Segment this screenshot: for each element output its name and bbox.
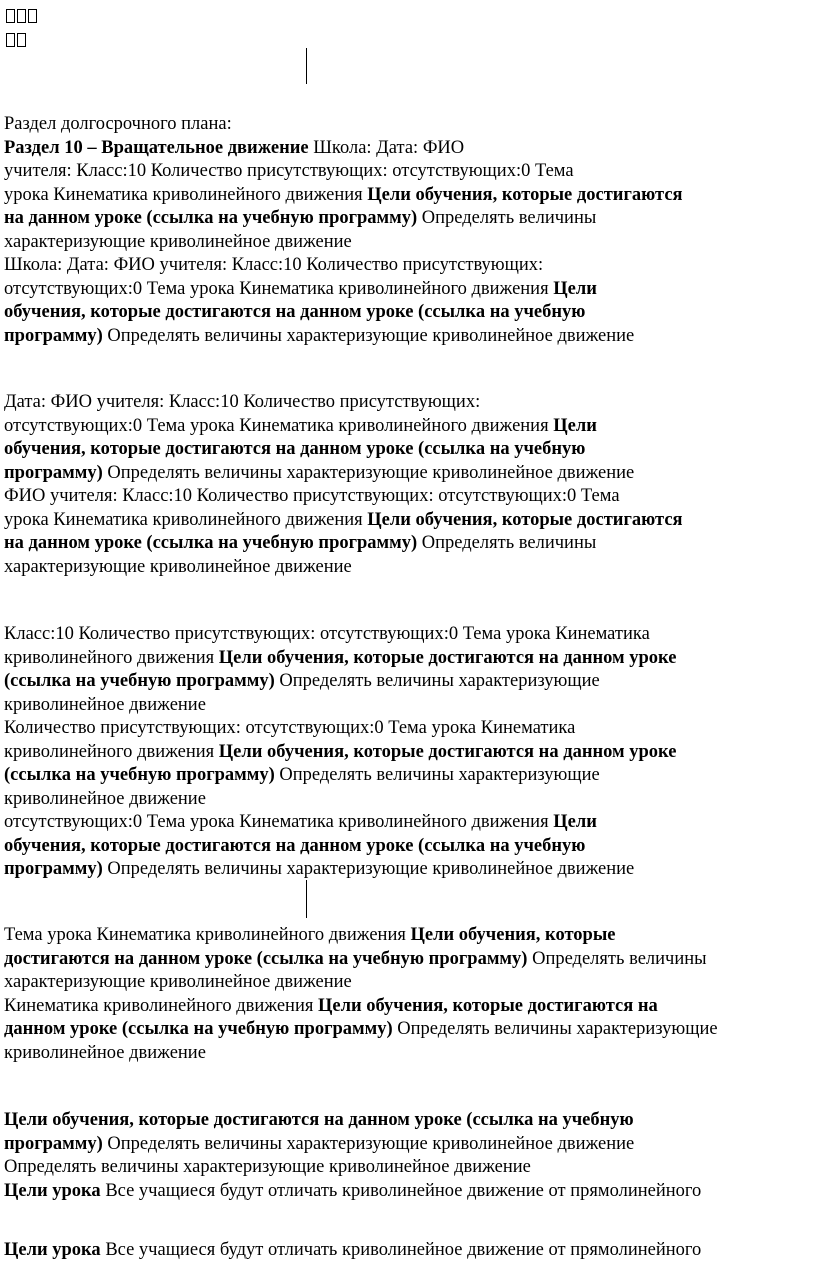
text-line: характеризующие криволинейное движение — [4, 231, 352, 252]
text-line: на данном уроке (ссылка на учебную программу) Определять величины — [4, 208, 597, 228]
text-line: обучения, которые достигаются на данном уроке (ссылка на учебную — [4, 302, 586, 322]
text-line: Цели обучения, которые достигаются на данном уроке (ссылка на учебную — [4, 1110, 634, 1130]
placeholder-glyph-icon — [17, 9, 26, 23]
text-line: отсутствующих:0 Тема урока Кинематика криволинейного движения Цели — [4, 415, 597, 436]
text-line: Дата: ФИО учителя: Класс:10 Количество присутствующих: — [4, 392, 481, 412]
text-line: Кинематика криволинейного движения Цели обучения, которые достигаются на — [4, 995, 658, 1016]
text-line: Класс:10 Количество присутствующих: отсутствующих:0 Тема урока Кинематика — [4, 624, 650, 644]
text-line: Определять величины характеризующие криволинейное движение — [4, 1157, 531, 1177]
text-line: криволинейного движения Цели обучения, которые достигаются на данном уроке — [4, 647, 677, 668]
text-line: (ссылка на учебную программу) Определять величины характеризующие — [4, 765, 600, 785]
text-block — [4, 1109, 814, 1203]
text-line: обучения, которые достигаются на данном уроке (ссылка на учебную — [4, 439, 586, 459]
text-line: программу) Определять величины характеризующие криволинейное движение — [4, 462, 635, 483]
text-line: обучения, которые достигаются на данном уроке (ссылка на учебную — [4, 835, 586, 856]
text-line: Раздел долгосрочного плана: — [4, 114, 232, 134]
text-block — [4, 1239, 814, 1263]
text-line: Раздел 10 – Вращательное движение Школа: Дата: ФИО — [4, 137, 465, 158]
text-line: Школа: Дата: ФИО учителя: Класс:10 Количество присутствующих: — [4, 255, 544, 275]
divider-line — [306, 48, 307, 84]
symbol-glyph-row — [5, 30, 27, 54]
text-line: программу) Определять величины характеризующие криволинейное движение — [4, 325, 635, 346]
text-line: Тема урока Кинематика криволинейного движения Цели обучения, которые — [4, 925, 616, 945]
text-line: урока Кинематика криволинейного движения Цели обучения, которые достигаются — [4, 509, 683, 530]
text-line: криволинейное движение — [4, 1042, 206, 1063]
placeholder-glyph-icon — [6, 33, 15, 47]
text-line: Цели урока Все учащиеся будут отличать криволинейное движение от прямолинейного — [4, 1180, 702, 1201]
text-line: достигаются на данном уроке (ссылка на учебную программу) Определять величины — [4, 948, 707, 969]
symbol-glyph-row — [5, 6, 38, 30]
text-line: (ссылка на учебную программу) Определять величины характеризующие — [4, 671, 600, 691]
divider-line — [306, 880, 307, 918]
text-line: отсутствующих:0 Тема урока Кинематика криволинейного движения Цели — [4, 278, 597, 299]
text-line: криволинейное движение — [4, 788, 206, 809]
text-line: урока Кинематика криволинейного движения Цели обучения, которые достигаются — [4, 184, 683, 205]
text-block — [4, 113, 814, 348]
text-line: данном уроке (ссылка на учебную программу) Определять величины характеризующие — [4, 1019, 718, 1039]
placeholder-glyph-icon — [6, 9, 15, 23]
text-line: ФИО учителя: Класс:10 Количество присутствующих: отсутствующих:0 Тема — [4, 486, 620, 506]
text-line: отсутствующих:0 Тема урока Кинематика криволинейного движения Цели — [4, 812, 597, 832]
text-line: характеризующие криволинейное движение — [4, 972, 352, 992]
placeholder-glyph-icon — [17, 33, 26, 47]
text-line: криволинейное движение — [4, 694, 206, 715]
text-block — [4, 924, 814, 1065]
text-line: на данном уроке (ссылка на учебную программу) Определять величины — [4, 533, 597, 553]
text-line: Цели урока Все учащиеся будут отличать криволинейное движение от прямолинейного — [4, 1240, 702, 1260]
text-line: характеризующие криволинейное движение — [4, 556, 352, 577]
text-line: программу) Определять величины характеризующие криволинейное движение — [4, 859, 635, 879]
text-line: Количество присутствующих: отсутствующих:0 Тема урока Кинематика — [4, 718, 576, 738]
text-block — [4, 623, 814, 882]
placeholder-glyph-icon — [28, 9, 37, 23]
text-line: программу) Определять величины характеризующие криволинейное движение — [4, 1133, 635, 1154]
text-line: учителя: Класс:10 Количество присутствующих: отсутствующих:0 Тема — [4, 161, 574, 181]
text-line: криволинейного движения Цели обучения, которые достигаются на данном уроке — [4, 741, 677, 762]
text-block — [4, 391, 814, 579]
